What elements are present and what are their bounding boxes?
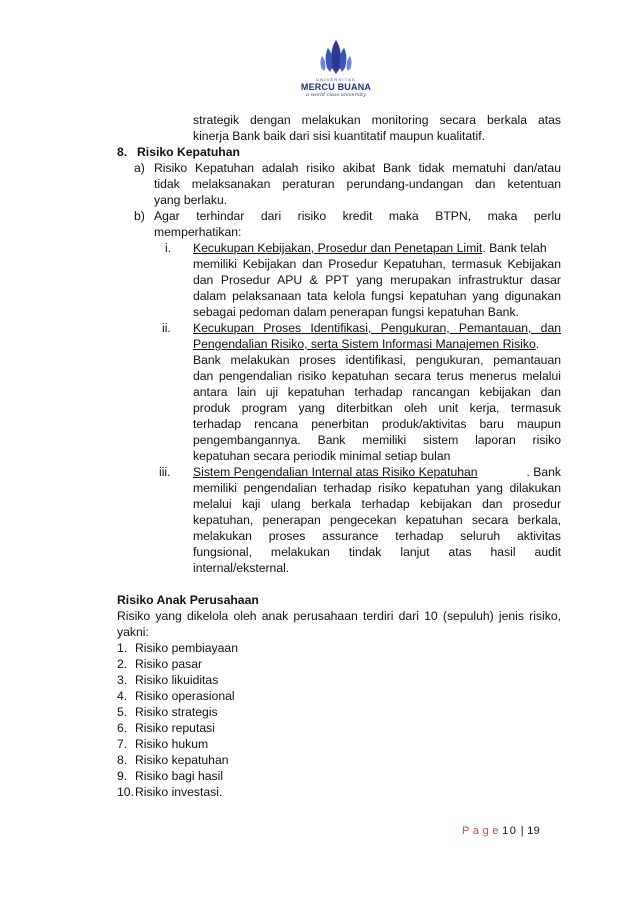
sub-iii-line-5: melakukan proses assurance terhadap seluruh aktivitas [193, 529, 561, 543]
risk-list-number: 6. [117, 721, 128, 735]
risk-list-number: 1. [117, 641, 128, 655]
item-a-line-1: Risiko Kepatuhan adalah risiko akibat Bank tidak mematuhi dan/atau [154, 161, 561, 175]
sub-i-line-5: sebagai pedoman dalam penerapan fungsi kepatuhan Bank. [193, 305, 519, 319]
sub-iii-line-1-rest: . Bank [526, 465, 561, 479]
sub-ii-line-5: antara lain uji kepatuhan terhadap rancangan kebijakan dan [193, 385, 561, 399]
sub-i-line-3: dan Prosedur APU & PPT yang merupakan infrastruktur dasar [193, 273, 561, 287]
section-8-title: Risiko Kepatuhan [137, 145, 240, 159]
sub-iii-line-4: kepatuhan, penerapan pengecekan kepatuhan secara berkala, [193, 513, 561, 527]
risk-list-item: Risiko reputasi [135, 721, 215, 735]
risk-list-item: Risiko kepatuhan [135, 753, 229, 767]
sub-iii-line-3: melalui kaji ulang berkala terhadap kebijakan dan prosedur [193, 497, 561, 511]
item-a-marker: a) [134, 161, 145, 175]
logo-name-text: MERCU BUANA [300, 82, 372, 92]
sub-ii-title-line-2: Pengendalian Risiko, serta Sistem Informasi Manajemen Risiko [193, 337, 536, 351]
university-logo [291, 38, 381, 108]
logo-university-text: UNIVERSITAS [316, 77, 356, 82]
anak-perusahaan-line-2: yakni: [117, 625, 149, 639]
risk-list-item: Risiko pasar [135, 657, 203, 671]
page-total: 19 [527, 825, 541, 837]
intro-line-1: strategik dengan melakukan monitoring secara berkala atas [193, 113, 561, 127]
section-8-number: 8. [117, 145, 128, 159]
risk-list-item: Risiko pembiayaan [135, 641, 238, 655]
risk-list-number: 10. [117, 785, 134, 799]
page-footer [462, 825, 540, 837]
risk-list-item: Risiko operasional [135, 689, 235, 703]
risk-list-number: 3. [117, 673, 128, 687]
sub-iii-marker: iii. [159, 465, 171, 479]
risk-list-item: Risiko bagi hasil [135, 769, 224, 783]
item-b-marker: b) [134, 209, 145, 223]
sub-i-line-1 [193, 240, 561, 256]
risk-list-number: 5. [117, 705, 128, 719]
sub-iii-line-7: internal/eksternal. [193, 561, 290, 575]
sub-i-line-1-rest: . Bank telah [482, 241, 547, 255]
risk-list-number: 2. [117, 657, 128, 671]
sub-ii-line-2-rest: . [535, 337, 540, 351]
sub-iii-title: Sistem Pengendalian Internal atas Risiko Kepatuhan [193, 465, 478, 479]
sub-ii-marker: ii. [162, 321, 171, 335]
risk-list-number: 7. [117, 737, 128, 751]
item-b-line-2: memperhatikan: [154, 225, 242, 239]
sub-i-marker: i. [165, 241, 172, 255]
risk-list-item: Risiko strategis [135, 705, 218, 719]
sub-ii-line-8: pengembangannya. Bank memiliki sistem laporan risiko [193, 433, 561, 447]
sub-ii-line-2 [193, 336, 539, 352]
sub-iii-line-1 [193, 464, 561, 480]
risk-list-item: Risiko hukum [135, 737, 209, 751]
sub-iii-line-2: memiliki pengendalian terhadap risiko kepatuhan yang dilakukan [193, 481, 561, 495]
sub-i-line-4: dalam pelaksanaan tata kelola fungsi kepatuhan yang digunakan [193, 289, 561, 303]
sub-i-title: Kecukupan Kebijakan, Prosedur dan Penetapan Limit [193, 241, 483, 255]
mercu-buana-emblem-icon [316, 38, 356, 76]
item-b-line-1: Agar terhindar dari risiko kredit maka BTPN, maka perlu [154, 209, 561, 223]
page-separator: | [520, 825, 524, 837]
sub-ii-line-6: produk program yang diterbitkan oleh unit kerja, termasuk [193, 401, 561, 415]
sub-ii-line-3: Bank melakukan proses identifikasi, pengukuran, pemantauan [193, 353, 561, 367]
risk-list-item: Risiko likuiditas [135, 673, 219, 687]
sub-ii-title-line-1: Kecukupan Proses Identifikasi, Pengukuran, Pemantauan, dan [193, 321, 561, 335]
page-number: 10 [502, 825, 518, 837]
risk-list-number: 9. [117, 769, 128, 783]
page-label: P a g e [462, 825, 499, 837]
sub-ii-line-4: dan pengendalian risiko kepatuhan secara terus menerus melalui [193, 369, 561, 383]
anak-perusahaan-line-1: Risiko yang dikelola oleh anak perusahaan terdiri dari 10 (sepuluh) jenis risiko, [117, 609, 561, 623]
intro-line-2: kinerja Bank baik dari sisi kuantitatif maupun kualitatif. [193, 129, 485, 143]
sub-ii-line-7: terhadap rencana penerbitan produk/aktivitas baru maupun [193, 417, 561, 431]
risk-list-item: Risiko investasi. [135, 785, 223, 799]
item-a-line-3: yang berlaku. [154, 193, 228, 207]
anak-perusahaan-title: Risiko Anak Perusahaan [117, 593, 259, 607]
sub-iii-line-6: fungsional, melakukan tindak lanjut atas hasil audit [193, 545, 561, 559]
item-a-line-2: tidak melaksanakan peraturan perundang-undangan dan ketentuan [154, 177, 561, 191]
sub-ii-line-9: kepatuhan secara periodik minimal setiap bulan [193, 449, 451, 463]
risk-list-number: 4. [117, 689, 128, 703]
logo-tagline-text: a world class university [306, 92, 366, 98]
sub-i-line-2: memiliki Kebijakan dan Prosedur Kepatuhan, termasuk Kebijakan [193, 257, 561, 271]
risk-list-number: 8. [117, 753, 128, 767]
